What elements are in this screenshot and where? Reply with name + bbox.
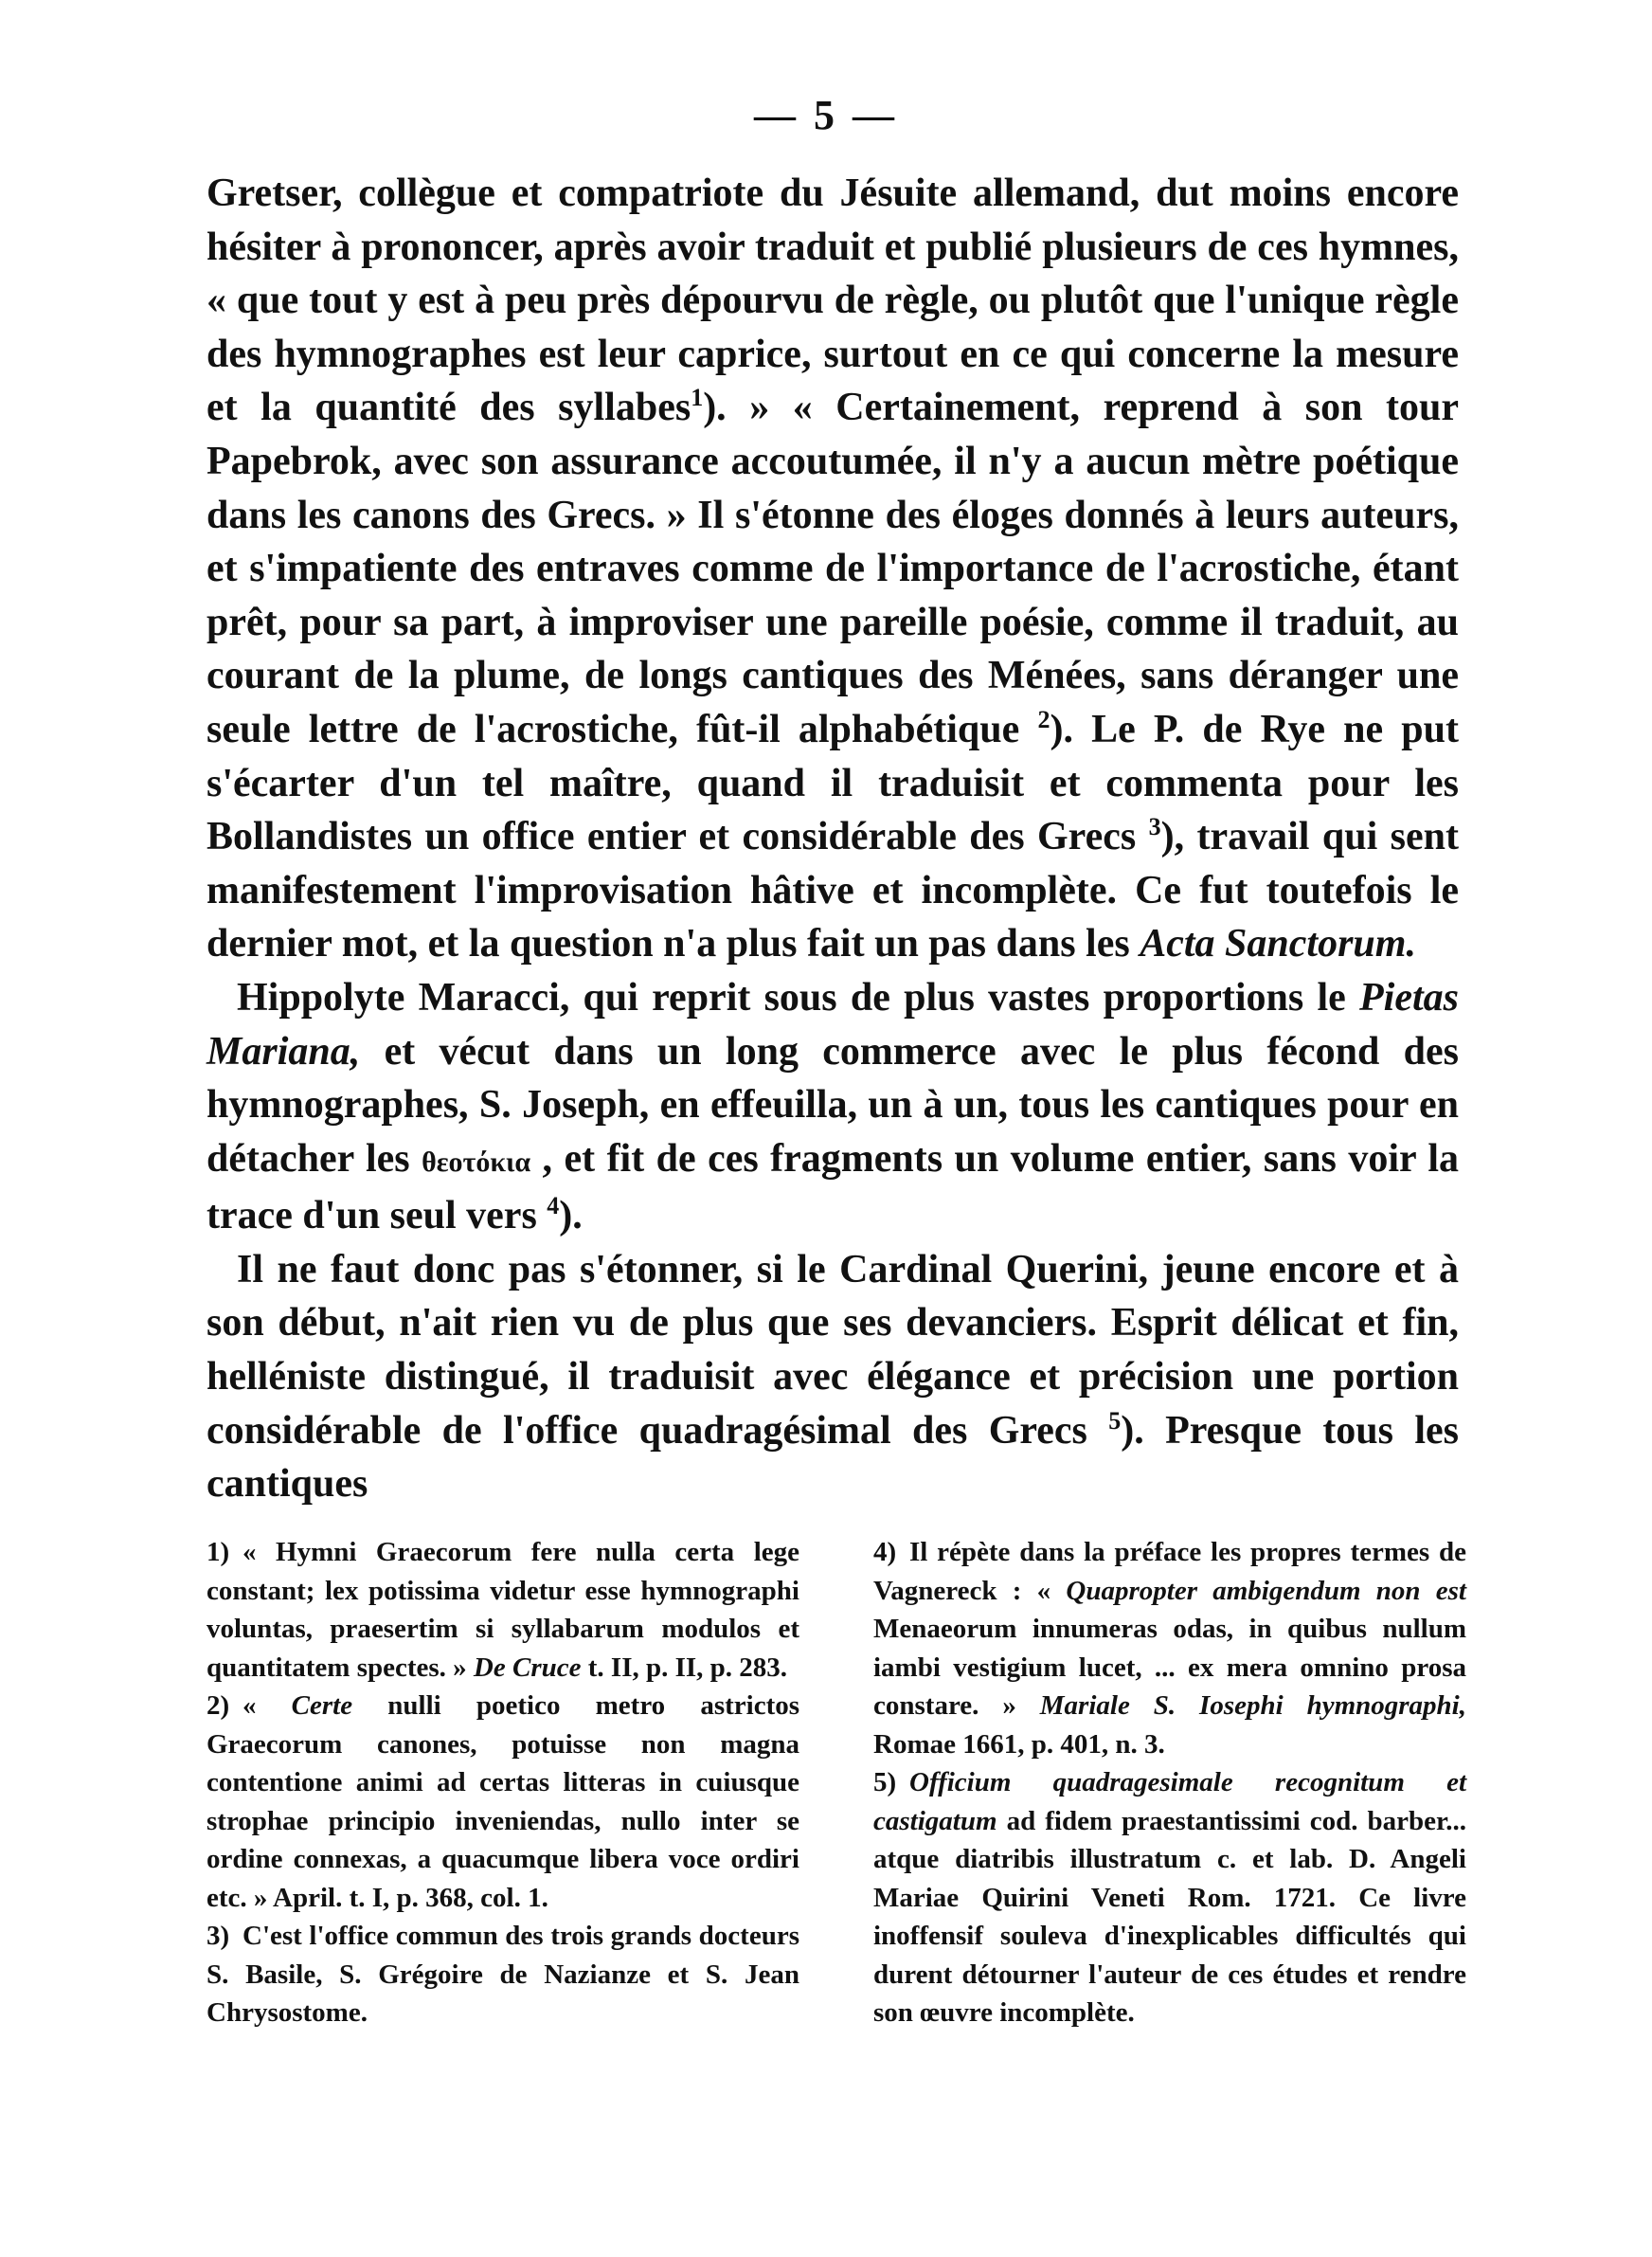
footnote-5-number: 5) bbox=[873, 1767, 897, 1797]
paragraph-1-text-a: Gretser, collègue et compatriote du Jésuite allemand, dut moins encore hésiter à prononcer, après avoir traduit et publié plusieurs de ces hymnes, « que tout y est à peu près dépourvu de règle, ou plutôt que l'unique règle des hymnographes est leur caprice, surtout en ce qui concerne la mesure et la quantité des syllabes bbox=[206, 172, 1459, 430]
paragraph-2-text-a: Hippolyte Maracci, qui reprit sous de plus vastes proportions le bbox=[237, 975, 1346, 1020]
paragraph-1-text-b: ). » « Certainement, reprend à son tour Papebrok, avec son assurance accoutumée, il n'y a aucun mètre poétique dans les canons des Grecs. » Il s'étonne des éloges donnés à leurs auteurs, et s'impatiente des entraves comme de l'importance de l'acrostiche, étant prêt, pour sa part, à improviser une pareille poésie, comme il traduit, au courant de la plume, de longs cantiques des Ménées, sans déranger une seule lettre de l'acrostiche, fût-il alphabétique bbox=[206, 386, 1459, 751]
footnote-1-italic: De Cruce bbox=[473, 1652, 582, 1683]
footnotes bbox=[206, 1533, 1466, 2032]
paragraph-1 bbox=[206, 167, 1459, 971]
footnote-5-italic: Officium quadragesimale recognitum et castigatum bbox=[873, 1767, 1466, 1836]
footnote-2-number: 2) bbox=[206, 1690, 230, 1721]
paragraph-3 bbox=[206, 1243, 1459, 1511]
footnote-5 bbox=[873, 1763, 1466, 2032]
footnote-2 bbox=[206, 1687, 799, 1917]
footnote-4-text-a: Il répète dans la préface les propres termes de Vagnereck : « bbox=[873, 1537, 1466, 1606]
footnote-4-text-b: Menaeorum innumeras odas, in quibus nullum iambi vestigium lucet, ... ex mera omnino prosa constare. » bbox=[873, 1614, 1466, 1721]
main-text bbox=[206, 167, 1459, 1511]
paragraph-3-text-a: Il ne faut donc pas s'étonner, si le Cardinal Querini, jeune encore et à son début, n'ait rien vu de plus que ses devanciers. Esprit délicat et fin, helléniste distingué, il traduisit avec élégance et précision une portion considérable de l'office quadragésimal des Grecs bbox=[206, 1247, 1459, 1453]
footnote-3-text: C'est l'office commun des trois grands docteurs S. Basile, S. Grégoire de Nazianze et S. Jean Chrysostome. bbox=[206, 1921, 799, 2028]
greek-word: θεοτόκια bbox=[422, 1146, 531, 1178]
footnote-ref-1: 1 bbox=[691, 384, 704, 412]
footnotes-left-column bbox=[206, 1533, 799, 2032]
footnote-ref-2: 2 bbox=[1037, 705, 1050, 733]
footnote-4-italic-a: Quapropter ambigendum non est bbox=[1066, 1575, 1466, 1606]
footnote-1-number: 1) bbox=[206, 1537, 230, 1567]
page-number: — 5 — bbox=[754, 92, 898, 138]
footnote-4 bbox=[873, 1533, 1466, 1763]
footnote-4-number: 4) bbox=[873, 1537, 897, 1567]
footnote-4-text-c: Romae 1661, p. 401, n. 3. bbox=[873, 1728, 1165, 1760]
footnotes-right-column bbox=[873, 1533, 1466, 2032]
pietas-mariana-title: Pietas Mariana, bbox=[206, 975, 1459, 1074]
footnote-2-text-a: « bbox=[242, 1690, 257, 1721]
footnote-ref-5: 5 bbox=[1108, 1406, 1122, 1435]
paragraph-2 bbox=[206, 971, 1459, 1243]
acta-sanctorum-title: Acta Sanctorum. bbox=[1140, 922, 1416, 966]
footnote-5-text: ad fidem praestantissimi cod. barber... atque diatribis illustratum c. et lab. D. Angeli Mariae Quirini Veneti Rom. 1721. Ce livre inoffensif souleva d'inexplicables difficultés qui durent détourner l'auteur de ces études et rendre son œuvre incomplète. bbox=[873, 1805, 1467, 2028]
paragraph-2-text-b: et vécut dans un long commerce avec le plus fécond des hymnographes, S. Joseph, en effeuilla, un à un, tous les cantiques pour en détacher les bbox=[206, 1029, 1460, 1181]
paragraph-2-text-d: ). bbox=[559, 1194, 583, 1238]
paragraph-2-text-c: , et fit de ces fragments un volume entier, sans voir la trace d'un seul vers bbox=[206, 1136, 1460, 1238]
footnote-3-number: 3) bbox=[206, 1921, 230, 1951]
footnote-1 bbox=[206, 1533, 799, 1687]
paragraph-1-text-c: ). Le P. de Rye ne put s'écarter d'un tel maître, quand il traduisit et commenta pour les Bollandistes un office entier et considérable des Grecs bbox=[206, 707, 1460, 859]
paragraph-3-text-b: ). Presque tous les cantiques bbox=[206, 1408, 1460, 1507]
footnote-ref-3: 3 bbox=[1148, 813, 1161, 841]
footnote-1-text-b: t. II, p. II, p. 283. bbox=[587, 1652, 788, 1683]
footnote-3 bbox=[206, 1917, 799, 2032]
footnote-2-italic: Certe bbox=[291, 1690, 353, 1721]
footnote-ref-4: 4 bbox=[547, 1192, 560, 1220]
footnote-1-text-a: « Hymni Graecorum fere nulla certa lege constant; lex potissima videtur esse hymnographi voluntas, praesertim si syllabarum modulos et quantitatem spectes. » bbox=[206, 1537, 799, 1683]
footnote-2-text-b: nulli poetico metro astrictos Graecorum canones, potuisse non magna contentione animi ad certas litteras in cuiusque strophae principio inveniendas, nullo inter se ordine connexas, a quacumque libera voce ordiri etc. » April. t. I, p. 368, col. 1. bbox=[206, 1690, 800, 1913]
paragraph-1-text-d: ), travail qui sent manifestement l'improvisation hâtive et incomplète. Ce fut toutefois le dernier mot, et la question n'a plus fait un pas dans les bbox=[206, 815, 1459, 966]
footnote-4-italic-b: Mariale S. Iosephi hymnographi, bbox=[1039, 1690, 1466, 1721]
